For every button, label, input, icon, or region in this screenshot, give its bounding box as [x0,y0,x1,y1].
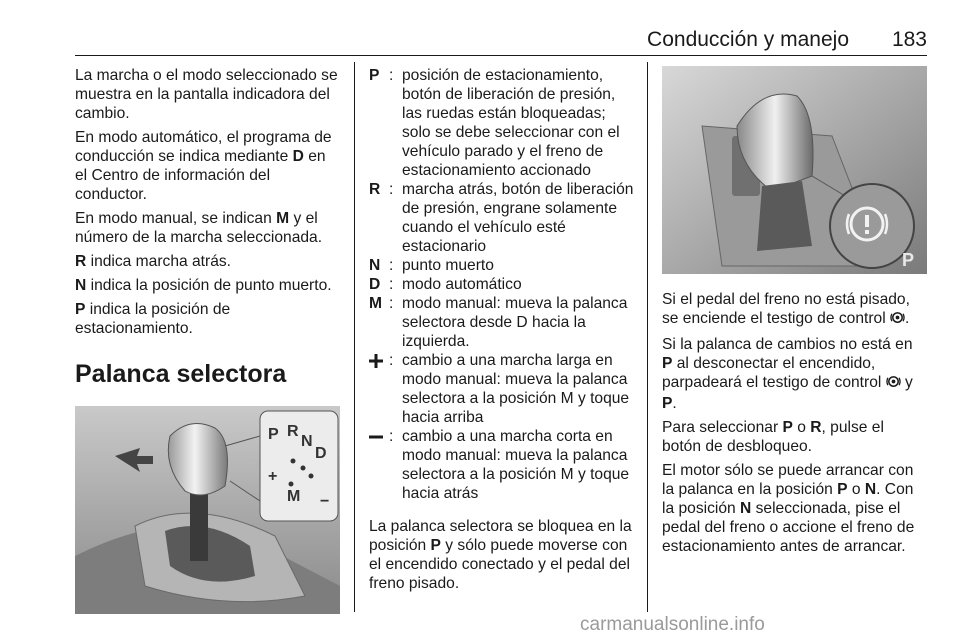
page-number: 183 [891,28,927,51]
section-heading: Palanca selectora [75,360,287,388]
list-item: N : punto muerto [369,257,494,274]
paragraph: Si el pedal del freno no está pisado, se enciende el testigo de control . [662,290,927,330]
paragraph: N indica la posición de punto muerto. [75,277,332,294]
gear-letter: N [301,433,313,450]
paragraph: En modo manual, se indican M y el número de la marcha seleccionada. [75,210,323,246]
column-3 [662,66,927,561]
paragraph: El motor sólo se puede arrancar con la palanca en la posición P o N. Con la posición N seleccionada, pise el pedal del freno o accione el freno de estacionamiento antes de arrancar. [662,462,915,555]
column-divider-1 [354,62,355,612]
paragraph: P indica la posición de estacionamiento. [75,301,231,337]
paragraph: Si la palanca de cambios no está en P al desconectar el encendido, parpadeará el testigo de control y P. [662,336,913,412]
paragraph: La palanca selectora se bloquea en la posición P y sólo puede moverse con el encendido conectado y el pedal del freno pisado. [369,518,632,592]
list-item: M : modo manual: mueva la palanca selectora desde D hacia la izquierda. [369,295,628,350]
list-item: P : posición de estacionamiento, botón de liberación de presión, las ruedas están bloqueadas; solo se debe seleccionar con el vehículo parado y el freno de estacionamiento accionado [369,67,620,179]
gear-letter: D [315,445,327,462]
gear-position-list [369,66,634,503]
column-2 [369,66,634,598]
paragraph: Para seleccionar P o R, pulse el botón de desbloqueo. [662,419,884,455]
selector-lever-illustration [75,406,340,614]
list-item: D : modo automático [369,276,522,293]
brake-indicator-image [662,66,927,274]
page-header [75,24,927,52]
gear-letter: M [287,488,301,505]
gear-letter: − [320,493,330,510]
gear-lever-image [75,406,340,614]
paragraph: La marcha o el modo seleccionado se muestra en la pantalla indicadora del cambio. [75,67,338,122]
section-title: Conducción y manejo [647,28,849,51]
list-item: : cambio a una marcha corta en modo manual: mueva la palanca selectora a la posición M y toque hacia atrás [369,427,634,503]
watermark: carmanualsonline.info [580,614,765,635]
list-item: : cambio a una marcha larga en modo manual: mueva la palanca selectora a la posición M y toque hacia arriba [369,351,634,427]
brake-control-icon [886,374,901,394]
column-1 [75,66,340,614]
paragraph: R indica marcha atrás. [75,253,232,270]
header-rule [75,55,927,56]
gear-letter: P [268,426,279,443]
plus-icon [369,351,389,427]
selector-lever-photo [662,66,927,274]
brake-control-icon [890,310,905,330]
list-item: R : marcha atrás, botón de liberación de presión, engrane solamente cuando el vehículo esté estacionario [369,181,634,255]
gear-letter: + [268,468,278,485]
gear-letter: R [287,423,299,440]
minus-icon [369,427,389,503]
paragraph: En modo automático, el programa de conducción se indica mediante D en el Centro de información del conductor. [75,129,332,203]
column-divider-2 [647,62,648,612]
brake-warning-callout [830,184,914,270]
gear-letter: P [902,250,915,270]
